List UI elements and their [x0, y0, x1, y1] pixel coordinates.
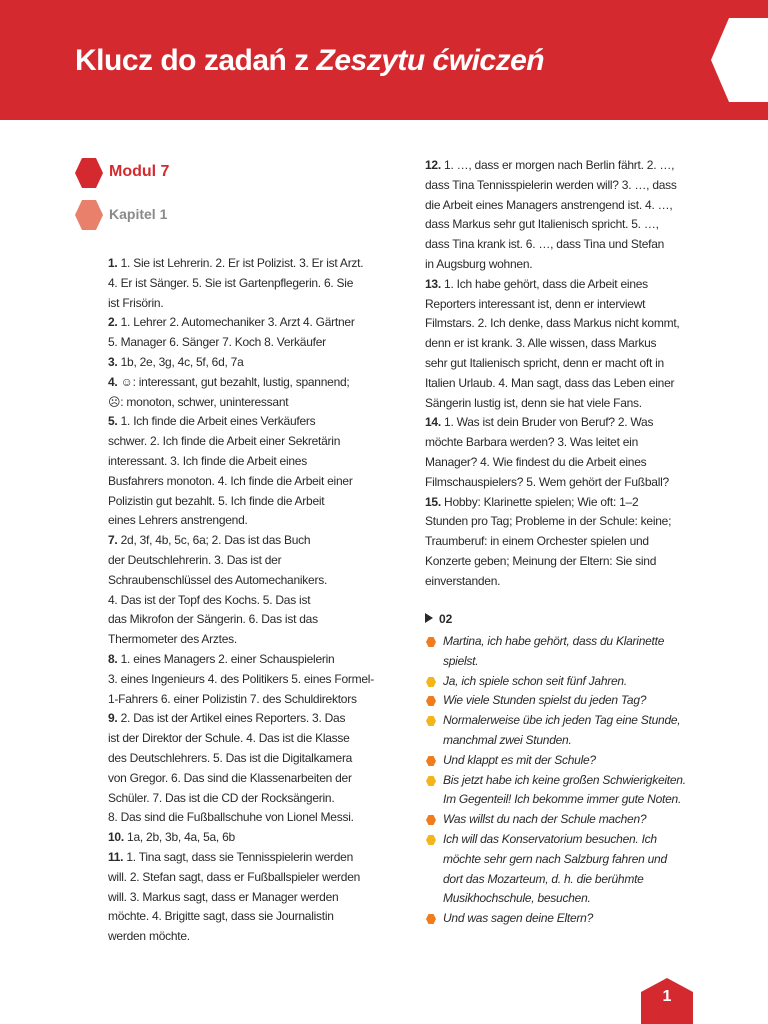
dialog-text-line: dort das Mozarteum, d. h. die berühmte: [443, 871, 644, 886]
answers-left-column: [108, 254, 380, 947]
answer-text-line: Stunden pro Tag; Probleme in der Schule: keine;: [425, 514, 672, 529]
dialog-line: [425, 672, 705, 692]
answer-text: 1. Lehrer 2. Automechaniker 3. Arzt 4. Gärtner: [117, 315, 355, 330]
answer-text-line: Polizistin gut bezahlt. 5. Ich finde die Arbeit: [108, 493, 325, 508]
speaker-bullet-icon: [426, 696, 436, 706]
exercise-number: 11.: [108, 849, 124, 864]
speaker-bullet-icon: [426, 677, 436, 687]
dialog-text-line: Ich will das Konservatorium besuchen. Ich: [443, 831, 657, 846]
dialog-text-line: Und klappt es mit der Schule?: [443, 752, 596, 767]
answer-text-line: Konzerte geben; Meinung der Eltern: Sie sind: [425, 553, 657, 568]
answer-text-line: Schüler. 7. Das ist die CD der Rocksängerin.: [108, 790, 335, 805]
answer-text-line: möchte. 4. Brigitte sagt, dass sie Journalistin: [108, 909, 334, 924]
exercise-number: 7.: [108, 533, 118, 548]
answer-text-line: sehr gut Italienisch spricht, denn er macht oft in: [425, 355, 664, 370]
answer-text-line: Reporters interessant ist, denn er interviewt: [425, 296, 646, 311]
answer-text: 1. …, dass er morgen nach Berlin fährt. 2. …,: [440, 158, 675, 172]
exercise-number: 3.: [108, 354, 118, 369]
speaker-bullet-icon: [426, 835, 436, 845]
exercise-number: 15.: [425, 494, 441, 509]
answer-text-line: dass Tina Tennisspielerin werden will? 3. …, dass: [425, 177, 677, 192]
answer-text-line: denn er ist krank. 3. Alle wissen, dass Markus: [425, 336, 657, 351]
audio-track-number: 02: [439, 612, 453, 626]
answer-entry: [108, 848, 380, 947]
dialog-text-line: Wie viele Stunden spielst du jeden Tag?: [443, 693, 647, 708]
answer-text-line: interessant. 3. Ich finde die Arbeit eines: [108, 453, 307, 468]
speaker-bullet-icon: [426, 815, 436, 825]
audio-track-label: [425, 612, 452, 626]
speaker-bullet-icon: [426, 716, 436, 726]
dialog-text-line: manchmal zwei Stunden.: [443, 732, 572, 747]
play-icon: [425, 613, 433, 623]
answer-text-line: will. 2. Stefan sagt, dass er Fußballspieler werden: [108, 869, 361, 884]
speaker-bullet-icon: [426, 914, 436, 924]
answer-entry: [108, 412, 380, 531]
answer-text-line: das Mikrofon der Sängerin. 6. Das ist das: [108, 612, 318, 627]
dialog-text-line: Martina, ich habe gehört, dass du Klarinette: [443, 634, 665, 648]
answer-text-line: 8. Das sind die Fußballschuhe von Lionel Messi.: [108, 810, 354, 825]
answer-text-line: ☹: monoton, schwer, uninteressant: [108, 394, 289, 409]
exercise-number: 14.: [425, 415, 441, 430]
answer-entry: [425, 275, 697, 414]
page-header: [0, 0, 768, 120]
answer-text: 2d, 3f, 4b, 5c, 6a; 2. Das ist das Buch: [117, 533, 311, 548]
answer-text-line: Filmstars. 2. Ich denke, dass Markus nicht kommt,: [425, 316, 680, 331]
dialog-text-line: Was willst du nach der Schule machen?: [443, 812, 647, 827]
exercise-number: 12.: [425, 158, 441, 172]
answer-text-line: möchte Barbara werden? 3. Was leitet ein: [425, 435, 639, 450]
answer-text: 1. Tina sagt, dass sie Tennisspielerin werden: [123, 849, 354, 864]
answer-entry: [108, 353, 380, 373]
dialog-line: [425, 810, 705, 830]
answer-text-line: Manager? 4. Wie findest du die Arbeit eines: [425, 454, 647, 469]
answer-text-line: 5. Manager 6. Sänger 7. Koch 8. Verkäufer: [108, 335, 326, 350]
dialog-line: [425, 691, 705, 711]
answer-text-line: die Arbeit eines Managers anstrengend ist. 4. …,: [425, 197, 673, 212]
dialog-text-line: Ja, ich spiele schon seit fünf Jahren.: [443, 673, 627, 688]
answer-text: Hobby: Klarinette spielen; Wie oft: 1–2: [440, 494, 639, 509]
answer-text: 1. eines Managers 2. einer Schauspielerin: [117, 651, 335, 666]
exercise-number: 5.: [108, 414, 118, 429]
kapitel-hexagon-icon: [75, 200, 103, 230]
exercise-number: 8.: [108, 651, 118, 666]
dialog-line: [425, 632, 705, 672]
answer-entry: [108, 828, 380, 848]
answers-right-column: [425, 156, 697, 592]
answer-text-line: Filmschauspielers? 5. Wem gehört der Fußball?: [425, 474, 669, 489]
answer-entry: [425, 493, 697, 592]
dialog-text-line: spielst.: [443, 653, 479, 668]
kapitel-heading: Kapitel 1: [109, 206, 168, 222]
exercise-number: 13.: [425, 276, 441, 291]
answer-text-line: Schraubenschlüssel des Automechanikers.: [108, 572, 328, 587]
title-plain-part: Klucz do zadań z: [75, 44, 317, 77]
dialog-line: [425, 711, 705, 751]
answer-text: 1. Ich habe gehört, dass die Arbeit eines: [440, 276, 648, 291]
answer-text-line: ist Frisörin.: [108, 295, 164, 310]
answer-text-line: dass Markus sehr gut Italienisch spricht. 5. …,: [425, 217, 659, 232]
answer-text-line: Thermometer des Arztes.: [108, 632, 237, 647]
page-title: [75, 44, 544, 78]
speaker-bullet-icon: [426, 756, 436, 766]
answer-entry: [425, 413, 697, 492]
answer-text-line: 1-Fahrers 6. einer Polizistin 7. des Schuldirektors: [108, 691, 357, 706]
answer-text-line: ist der Direktor der Schule. 4. Das ist die Klasse: [108, 731, 350, 746]
answer-text: 1b, 2e, 3g, 4c, 5f, 6d, 7a: [117, 354, 244, 369]
dialog-text-line: Bis jetzt habe ich keine großen Schwierigkeiten.: [443, 772, 686, 787]
answer-text-line: 4. Das ist der Topf des Kochs. 5. Das ist: [108, 592, 311, 607]
answer-text-line: will. 3. Markus sagt, dass er Manager werden: [108, 889, 339, 904]
header-hexagon-icon: [711, 18, 768, 102]
answer-text-line: in Augsburg wohnen.: [425, 256, 533, 271]
answer-text: ☺: interessant, gut bezahlt, lustig, spannend;: [117, 374, 350, 389]
answer-entry: [108, 254, 380, 313]
answer-entry: [108, 373, 380, 413]
answer-text-line: Busfahrers monoton. 4. Ich finde die Arbeit einer: [108, 473, 353, 488]
answer-text-line: der Deutschlehrerin. 3. Das ist der: [108, 552, 282, 567]
dialog-text-line: möchte sehr gern nach Salzburg fahren und: [443, 851, 667, 866]
answer-text-line: Sängerin lustig ist, denn sie hat viele Fans.: [425, 395, 642, 410]
answer-entry: [108, 709, 380, 828]
answer-text-line: dass Tina krank ist. 6. …, dass Tina und Stefan: [425, 237, 665, 252]
title-italic-part: Zeszytu ćwiczeń: [316, 44, 545, 77]
exercise-number: 1.: [108, 256, 118, 270]
answer-text: 1. Sie ist Lehrerin. 2. Er ist Polizist. 3. Er ist Arzt.: [117, 256, 364, 270]
dialog-text-line: Und was sagen deine Eltern?: [443, 911, 594, 926]
speaker-bullet-icon: [426, 637, 436, 647]
answer-text: 1. Ich finde die Arbeit eines Verkäufers: [117, 414, 316, 429]
answer-text: 1a, 2b, 3b, 4a, 5a, 6b: [123, 830, 235, 845]
answer-text-line: schwer. 2. Ich finde die Arbeit einer Sekretärin: [108, 434, 341, 449]
answer-text-line: 3. eines Ingenieurs 4. des Politikers 5. eines Formel-: [108, 671, 374, 686]
dialog-text-line: Im Gegenteil! Ich bekomme immer gute Noten.: [443, 792, 682, 807]
answer-text-line: werden möchte.: [108, 929, 190, 944]
answer-text-line: Traumberuf: in einem Orchester spielen und: [425, 534, 649, 549]
answer-entry: [425, 156, 697, 275]
answer-entry: [108, 313, 380, 353]
dialog-line: [425, 909, 705, 929]
dialog-line: [425, 771, 705, 811]
dialog-text-line: Normalerweise übe ich jeden Tag eine Stunde,: [443, 713, 681, 728]
exercise-number: 10.: [108, 830, 124, 845]
modul-heading: Modul 7: [109, 163, 170, 180]
answer-entry: [108, 650, 380, 709]
answer-text-line: eines Lehrers anstrengend.: [108, 513, 248, 528]
page-number: 1: [662, 988, 672, 1005]
dialog-line: [425, 830, 705, 909]
answer-entry: [108, 531, 380, 650]
answer-text-line: des Deutschlehrers. 5. Das ist die Digitalkamera: [108, 750, 353, 765]
exercise-number: 2.: [108, 315, 118, 330]
answer-text-line: Italien Urlaub. 4. Man sagt, dass das Leben einer: [425, 375, 675, 390]
answer-text-line: von Gregor. 6. Das sind die Klassenarbeiten der: [108, 770, 352, 785]
answer-text-line: 4. Er ist Sänger. 5. Sie ist Gartenpflegerin. 6. Sie: [108, 275, 354, 290]
exercise-number: 4.: [108, 374, 118, 389]
answer-text: 1. Was ist dein Bruder von Beruf? 2. Was: [440, 415, 654, 430]
dialog-text-line: Musikhochschule, besuchen.: [443, 891, 591, 906]
dialog-transcript: [425, 632, 705, 929]
speaker-bullet-icon: [426, 776, 436, 786]
modul-hexagon-icon: [75, 158, 103, 188]
dialog-line: [425, 751, 705, 771]
exercise-number: 9.: [108, 711, 118, 726]
answer-text-line: einverstanden.: [425, 573, 501, 588]
answer-text: 2. Das ist der Artikel eines Reporters. 3. Das: [117, 711, 346, 726]
